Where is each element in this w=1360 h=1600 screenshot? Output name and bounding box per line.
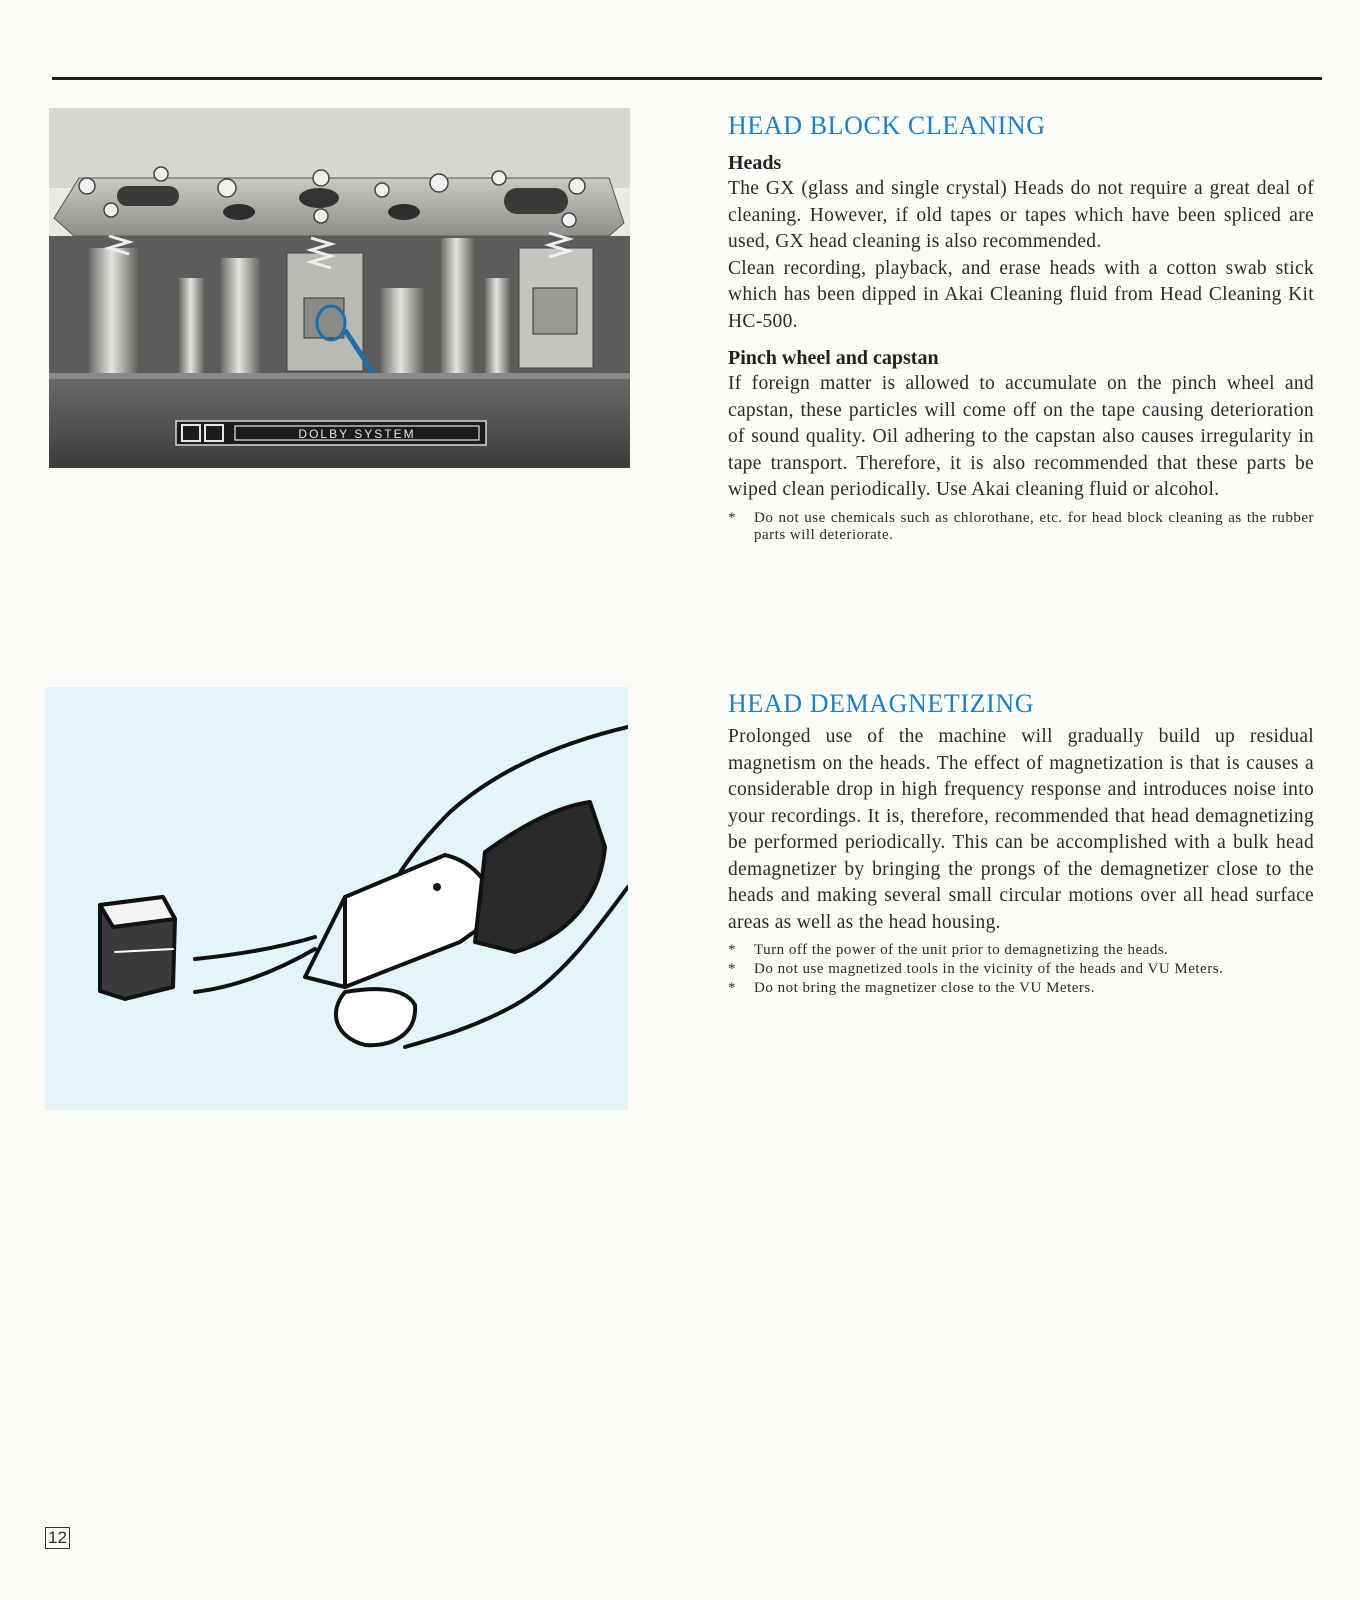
head-block-photo <box>49 108 630 468</box>
note-item: * Do not use magnetized tools in the vicinity of the heads and VU Meters. <box>728 961 1224 977</box>
subheading-pinch-wheel: Pinch wheel and capstan <box>728 347 939 369</box>
top-rule <box>52 77 1322 80</box>
demagnetizer-illustration <box>45 687 628 1110</box>
section-title-head-block-cleaning: HEAD BLOCK CLEANING <box>728 111 1046 140</box>
page-number: 12 <box>45 1527 70 1549</box>
asterisk-marker: * <box>728 942 736 958</box>
section-title-head-demagnetizing: HEAD DEMAGNETIZING <box>728 689 1035 718</box>
demagnetizing-notes <box>728 942 1314 997</box>
note-item: * Do not bring the magnetizer close to the VU Meters. <box>728 980 1095 996</box>
pinch-wheel-paragraph: If foreign matter is allowed to accumulate on the pinch wheel and capstan, these particles will come off on the tape causing deterioration of sound quality. Oil adhering to the capstan also causes irregularity in tape transport. Therefore, it is also recommended that these parts be wiped clean periodically. Use Akai cleaning fluid or alcohol. <box>728 373 1314 500</box>
note-item: * Turn off the power of the unit prior to demagnetizing the heads. <box>728 942 1169 958</box>
asterisk-marker: * <box>728 509 736 526</box>
heads-paragraph-2: Clean recording, playback, and erase heads with a cotton swab stick which has been dipped in Akai Cleaning fluid from Head Cleaning Kit HC-500. <box>728 257 1314 332</box>
demagnetizing-paragraph: Prolonged use of the machine will gradually build up residual magnetism on the heads. The effect of magnetization is that is causes a considerable drop in high frequency response and introduces noise into your recordings. It is, therefore, recommended that head demagnetizing be performed periodically. This can be accomplished with a bulk head demagnetizer by bringing the prongs of the demagnetizer close to the heads and making several small circular motions over all head surface areas as well as the head housing. <box>728 726 1314 933</box>
head-demagnetizing-section <box>728 688 1314 999</box>
dolby-badge-label: DOLBY SYSTEM <box>298 427 416 441</box>
dolby-badge <box>176 421 486 445</box>
subheading-heads: Heads <box>728 152 782 174</box>
asterisk-marker: * <box>728 961 736 977</box>
heads-paragraph-1: The GX (glass and single crystal) Heads do not require a great deal of cleaning. However, if old tapes or tapes which have been spliced are used, GX head cleaning is also recommended. <box>728 178 1314 252</box>
head-block-cleaning-section <box>728 110 1314 546</box>
asterisk-marker: * <box>728 980 736 996</box>
cleaning-notes <box>728 510 1314 544</box>
note-item: * Do not use chemicals such as chlorothane, etc. for head block cleaning as the rubber parts will deteriorate. <box>728 509 1314 543</box>
